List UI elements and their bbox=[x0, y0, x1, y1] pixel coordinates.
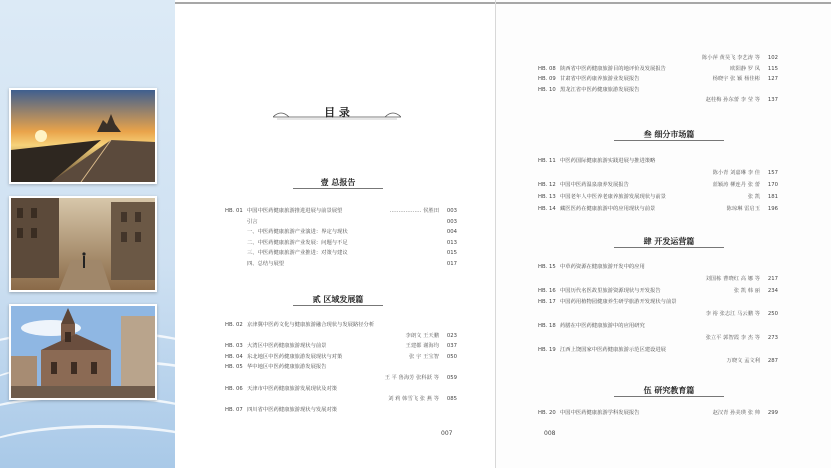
toc-entry[interactable] bbox=[225, 240, 457, 247]
entry-title: 甘肃省中医药康养旅游业发展报告 bbox=[560, 76, 640, 83]
section-heading-market: 叁 细分市场篇 bbox=[614, 129, 724, 140]
entry-code: HB. 19 bbox=[538, 346, 556, 353]
entry-page: 299 bbox=[767, 410, 778, 416]
toc-entry[interactable] bbox=[538, 288, 778, 295]
entry-page: 003 bbox=[446, 218, 457, 225]
entry-code: HB. 18 bbox=[538, 323, 556, 329]
entry-code: HB. 08 bbox=[538, 65, 556, 72]
entry-author: 王建都 谢海均 bbox=[405, 343, 439, 350]
entry-page: 196 bbox=[767, 206, 778, 212]
entry-author: 李 裕 张志江 马云鹏 等 bbox=[705, 311, 760, 318]
toc-entry[interactable] bbox=[225, 386, 457, 393]
entry-code: HB. 02 bbox=[225, 322, 243, 328]
entry-author: 蓝颖涛 柳连丹 张 蕾 bbox=[712, 182, 760, 188]
entry-code: HB. 12 bbox=[538, 182, 556, 188]
entry-page: 181 bbox=[767, 194, 778, 200]
entry-author: 陈小青 刘嘉琳 李 佳 bbox=[712, 170, 760, 176]
toc-entry[interactable] bbox=[538, 410, 778, 417]
toc-page-left bbox=[175, 0, 496, 468]
entry-code: HB. 15 bbox=[538, 264, 556, 270]
entry-page: 287 bbox=[767, 358, 778, 365]
entry-page: 102 bbox=[767, 55, 778, 61]
entry-title: 引言 bbox=[247, 218, 258, 225]
entry-page: 127 bbox=[767, 76, 778, 83]
toc-entry[interactable] bbox=[538, 87, 778, 94]
entry-title: 中医药国际健康旅游实践进展与推进策略 bbox=[560, 158, 656, 164]
entry-page: 137 bbox=[767, 97, 778, 104]
entry-title: 东北地区中医药健康旅游发展现状与对策 bbox=[247, 353, 343, 360]
entry-author: 张立平 郭智霞 李 杰 等 bbox=[705, 334, 760, 341]
entry-page: 013 bbox=[446, 239, 457, 246]
entry-page: 037 bbox=[446, 343, 457, 350]
entry-author: ……………… 侯胜田 bbox=[389, 208, 439, 214]
entry-code: HB. 20 bbox=[538, 410, 556, 416]
toc-entry[interactable] bbox=[538, 264, 778, 271]
entry-page: 234 bbox=[767, 287, 778, 294]
entry-title: 中国中医药健康旅游学科发展报告 bbox=[560, 410, 640, 416]
entry-title: 中草药资源在健康旅游开发中的应用 bbox=[560, 264, 645, 270]
entry-author: 张 宇 王宝智 bbox=[409, 353, 439, 360]
section-heading-development: 肆 开发运营篇 bbox=[614, 236, 724, 247]
toc-entry[interactable] bbox=[225, 322, 457, 329]
entry-page: 115 bbox=[767, 65, 778, 72]
entry-author: 赵桂梅 孙东蕾 李 莹 等 bbox=[705, 97, 760, 104]
toc-page-right bbox=[496, 0, 831, 468]
entry-page: 004 bbox=[446, 229, 457, 236]
entry-title: 大湾区中医药健康旅游现状与前景 bbox=[247, 343, 327, 350]
page-number: 007 bbox=[441, 430, 453, 437]
page-number: 008 bbox=[544, 430, 556, 437]
toc-entry[interactable] bbox=[538, 158, 778, 165]
entry-code: HB. 01 bbox=[225, 208, 243, 214]
entry-code: HB. 16 bbox=[538, 287, 556, 294]
entry-code: HB. 14 bbox=[538, 206, 556, 212]
toc-entry[interactable] bbox=[225, 407, 457, 414]
entry-page: 059 bbox=[446, 375, 457, 381]
toc-entry[interactable] bbox=[538, 182, 778, 189]
entry-page: 250 bbox=[767, 311, 778, 318]
entry-code: HB. 06 bbox=[225, 385, 243, 392]
decorative-sidebar bbox=[0, 0, 175, 468]
entry-page: 217 bbox=[767, 275, 778, 282]
entry-page: 050 bbox=[446, 353, 457, 360]
entry-page: 017 bbox=[446, 261, 457, 267]
entry-title: 一、中医药健康旅游产业演进：界定与现状 bbox=[247, 229, 348, 236]
wave-decoration bbox=[0, 425, 175, 468]
entry-page: 023 bbox=[446, 332, 457, 339]
toc-entry[interactable] bbox=[538, 66, 778, 73]
entry-title: 江西上饶国家中医药健康旅游示范区建设进展 bbox=[560, 346, 666, 353]
entry-code: HB. 04 bbox=[225, 353, 243, 360]
toc-entry[interactable] bbox=[538, 194, 778, 201]
toc-entry[interactable] bbox=[538, 206, 778, 213]
entry-title: 中国药用植物园健康养生研学旅游开发现状与前景 bbox=[560, 299, 677, 306]
toc-entry[interactable] bbox=[225, 229, 457, 236]
entry-title: 中国中医药温泉康养发展报告 bbox=[560, 182, 629, 188]
toc-title: 目 录 bbox=[324, 106, 350, 119]
entry-title: 中国老年人中医养老康养旅游发展现状与前景 bbox=[560, 194, 666, 200]
entry-author: 王 平 鲁海芳 张科跃 等 bbox=[384, 375, 439, 381]
entry-title: 二、中医药健康旅游产业发展：问题与不足 bbox=[247, 239, 348, 246]
page-top-rule bbox=[175, 2, 495, 4]
entry-code: HB. 10 bbox=[538, 86, 556, 93]
entry-title: 中国中医药健康旅游推进进展与前景展望 bbox=[247, 208, 343, 214]
photo-city-street bbox=[9, 196, 157, 292]
toc-entry[interactable] bbox=[538, 323, 778, 330]
toc-entry[interactable] bbox=[225, 219, 457, 226]
entry-author: 陈琼琳 雷启玉 bbox=[726, 206, 760, 212]
toc-entry[interactable] bbox=[225, 354, 457, 361]
entry-page: 015 bbox=[446, 250, 457, 257]
entry-author: 欧阳静 罗 凤 bbox=[730, 65, 760, 72]
section-heading-regional: 贰 区域发展篇 bbox=[293, 294, 383, 305]
entry-page: 085 bbox=[446, 396, 457, 403]
entry-page: 157 bbox=[767, 170, 778, 176]
entry-title: 天津市中医药健康旅游发展现状及对策 bbox=[247, 385, 338, 392]
toc-entry[interactable] bbox=[225, 208, 457, 215]
photo-sunset-road bbox=[9, 88, 157, 184]
entry-author: 万晓文 孟文利 bbox=[726, 358, 760, 365]
entry-title: 中国历代名医故里旅游资源现状与开发报告 bbox=[560, 287, 661, 294]
entry-title: 华中地区中医药健康旅游发展报告 bbox=[247, 364, 327, 371]
page-top-rule bbox=[496, 2, 831, 4]
entry-title: 三、中医药健康旅游产业推进：对策与建议 bbox=[247, 250, 348, 257]
entry-title: 四川省中医药健康旅游现状与发展对策 bbox=[247, 406, 338, 413]
entry-code: HB. 09 bbox=[538, 76, 556, 83]
photo-gothic-church bbox=[9, 304, 157, 400]
toc-entry[interactable] bbox=[538, 347, 778, 354]
toc-entry[interactable] bbox=[538, 299, 778, 306]
entry-author: 李朗文 王天鹏 bbox=[405, 332, 439, 339]
entry-author: 陈小萍 黄昊飞 李艺涛 等 bbox=[701, 55, 760, 61]
entry-page: 170 bbox=[767, 182, 778, 188]
entry-code: HB. 05 bbox=[225, 364, 243, 371]
toc-entry[interactable] bbox=[225, 261, 457, 268]
entry-title: 四、总结与展望 bbox=[247, 261, 285, 267]
section-heading-research: 伍 研究教育篇 bbox=[614, 385, 724, 396]
entry-page: 003 bbox=[446, 208, 457, 214]
entry-author: 杨晓宇 张 颖 杨佳彬 bbox=[712, 76, 760, 83]
entry-code: HB. 03 bbox=[225, 343, 243, 350]
entry-code: HB. 11 bbox=[538, 158, 556, 164]
entry-author: 赵汉青 孙美瑛 张 帅 bbox=[712, 410, 760, 416]
entry-author: 张 凯 韩 丽 bbox=[733, 287, 760, 294]
entry-title: 京津冀中医药文化与健康旅游融合现状与发展路径分析 bbox=[247, 322, 375, 328]
entry-title: 黑龙江省中医药健康旅游发展报告 bbox=[560, 86, 640, 93]
entry-code: HB. 07 bbox=[225, 406, 243, 413]
entry-author: 刘 莉 韩雪飞 张 燕 等 bbox=[388, 396, 439, 403]
entry-author: 刘国栋 曹晓红 高 娜 等 bbox=[705, 275, 760, 282]
entry-code: HB. 17 bbox=[538, 299, 556, 306]
entry-code: HB. 13 bbox=[538, 194, 556, 200]
toc-entry[interactable] bbox=[225, 343, 457, 350]
entry-title: 药膳在中医药健康旅游中的应用研究 bbox=[560, 323, 645, 329]
toc-entry[interactable] bbox=[225, 364, 457, 371]
entry-title: 陕西省中医药健康旅游目的地评价及发展报告 bbox=[560, 65, 666, 72]
section-heading-general-report: 壹 总报告 bbox=[293, 177, 383, 188]
entry-author: 张 凯 bbox=[747, 194, 760, 200]
toc-entry[interactable] bbox=[538, 76, 778, 83]
entry-title: 藏医医药在健康旅游中的应用现状与前景 bbox=[560, 206, 656, 212]
toc-entry[interactable] bbox=[225, 250, 457, 257]
entry-page: 273 bbox=[767, 334, 778, 341]
